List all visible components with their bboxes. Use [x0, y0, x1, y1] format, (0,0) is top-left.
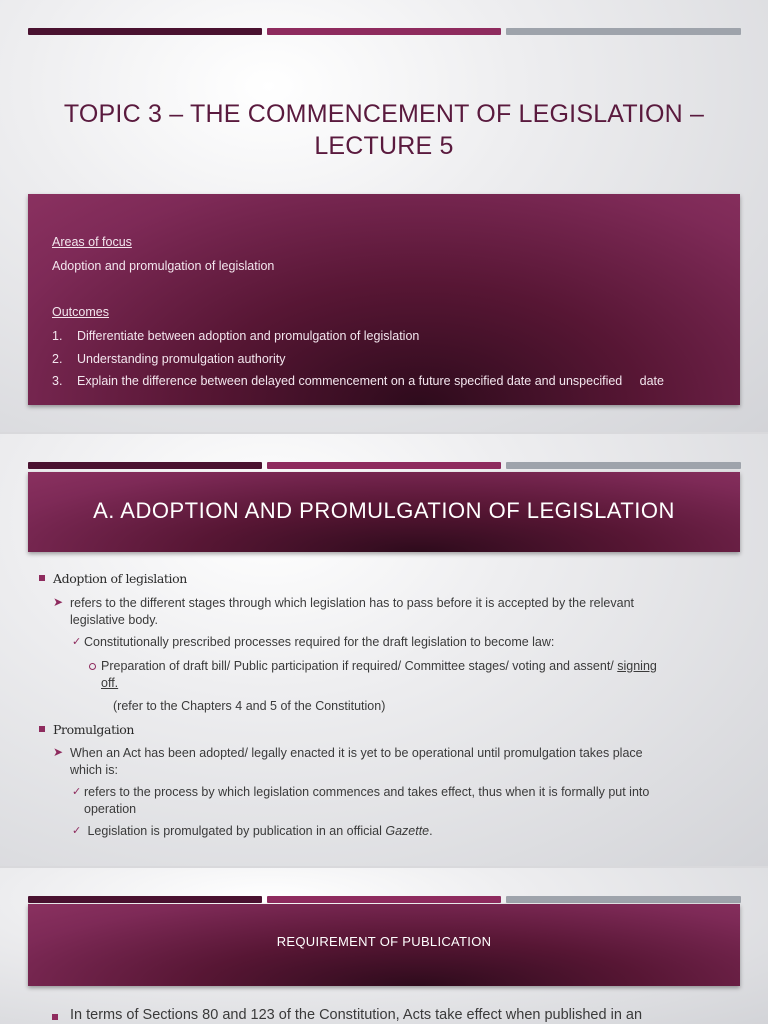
- focus-outcomes-box: [28, 194, 740, 405]
- outcomes-heading: Outcomes: [52, 305, 109, 319]
- check-bullet-icon: ✓: [72, 786, 82, 798]
- signing-link-text: signing: [617, 659, 657, 673]
- promulgation-point-line-1: When an Act has been adopted/ legally enacted it is yet to be operational until promulgation takes place: [70, 746, 643, 760]
- accent-bars: [28, 28, 741, 36]
- accent-bar-gray: [506, 28, 741, 35]
- gazette-suffix: .: [429, 824, 433, 838]
- accent-bar-dark: [28, 896, 262, 903]
- refer-note: (refer to the Chapters 4 and 5 of the Constitution): [113, 699, 386, 713]
- outcome-item: Understanding promulgation authority: [77, 352, 286, 366]
- circle-bullet-icon: [89, 663, 96, 670]
- accent-bar-gray: [506, 462, 741, 469]
- preparation-point: [101, 658, 657, 675]
- slide-3-title: REQUIREMENT OF PUBLICATION: [276, 934, 492, 949]
- slide-3: [0, 868, 768, 1024]
- arrow-bullet-icon: ➤: [53, 745, 64, 759]
- accent-bar-maroon: [267, 896, 501, 903]
- adoption-point-line-2: legislative body.: [70, 613, 159, 627]
- gazette-point: [84, 823, 433, 840]
- slide-2-title: A. ADOPTION AND PROMULGATION OF LEGISLATION: [93, 498, 675, 523]
- title-line-2: LECTURE 5: [314, 132, 454, 160]
- preparation-underlined-continued: off.: [101, 676, 119, 690]
- accent-bar-gray: [506, 896, 741, 903]
- accent-bars: [28, 896, 741, 904]
- square-bullet-icon: [39, 726, 45, 732]
- arrow-bullet-icon: ➤: [53, 595, 64, 609]
- slide-3-header: [28, 904, 740, 986]
- accent-bar-maroon: [267, 28, 501, 35]
- constitutional-point: Constitutionally prescribed processes required for the draft legislation to become law:: [84, 635, 555, 649]
- outcome-number: 2.: [52, 352, 63, 366]
- title-line-1: TOPIC 3 – THE COMMENCEMENT OF LEGISLATION –: [63, 100, 705, 128]
- areas-item: Adoption and promulgation of legislation: [52, 259, 275, 273]
- accent-bar-dark: [28, 462, 262, 469]
- square-bullet-icon: [52, 1014, 58, 1020]
- square-bullet-icon: [39, 575, 45, 581]
- outcome-item: Differentiate between adoption and promulgation of legislation: [77, 329, 420, 343]
- adoption-heading: Adoption of legislation: [53, 571, 187, 586]
- outcome-number: 3.: [52, 374, 63, 388]
- slide-2: [0, 434, 768, 866]
- slide-2-header: [28, 472, 740, 552]
- slide-1: [0, 0, 768, 432]
- process-point-line-2: operation: [84, 802, 137, 816]
- preparation-text: Preparation of draft bill/ Public participation if required/ Committee stages/ voting and assent/: [101, 659, 618, 673]
- check-bullet-icon: ✓: [72, 636, 82, 648]
- accent-bar-dark: [28, 28, 262, 35]
- areas-heading: Areas of focus: [52, 235, 132, 249]
- outcome-item: Explain the difference between delayed commencement on a future specified date and unspecified date: [77, 374, 664, 388]
- promulgation-point-line-2: which is:: [70, 763, 118, 777]
- gazette-word: Gazette: [385, 824, 430, 838]
- gazette-prefix: Legislation is promulgated by publication in an official: [84, 824, 386, 838]
- check-bullet-icon: ✓: [72, 825, 82, 837]
- slide-1-title: [40, 98, 728, 162]
- accent-bar-maroon: [267, 462, 501, 469]
- outcome-number: 1.: [52, 329, 63, 343]
- accent-bars: [28, 462, 741, 470]
- publication-bullet-text: In terms of Sections 80 and 123 of the Constitution, Acts take effect when published in an: [70, 1007, 643, 1023]
- process-point-line-1: refers to the process by which legislation commences and takes effect, thus when it is formally put into: [84, 785, 650, 799]
- promulgation-heading: Promulgation: [53, 722, 135, 737]
- adoption-point-line-1: refers to the different stages through which legislation has to pass before it is accepted by the relevant: [70, 596, 634, 610]
